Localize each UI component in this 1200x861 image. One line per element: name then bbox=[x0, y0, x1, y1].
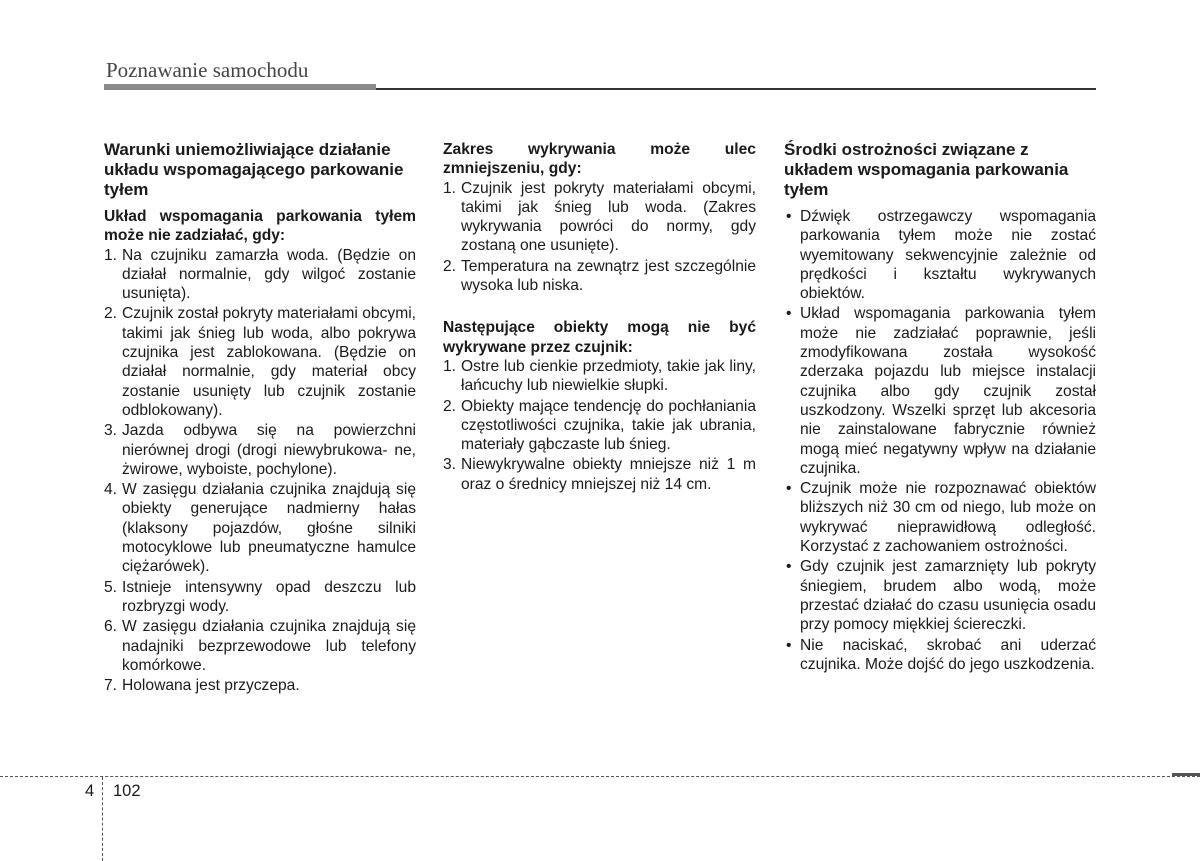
list-item bbox=[104, 421, 416, 479]
list-item-text: Holowana jest przyczepa. bbox=[122, 677, 300, 695]
list-item-text: Czujnik został pokryty materiałami obcymi, takimi jak śnieg lub woda, albo pokrywa czujnika jest zablokowana. (Będzie on działał normalnie, gdy materiał obcy zostanie usunięty lub czujnik zostanie odblokowany). bbox=[122, 305, 416, 419]
section-heading-precautions: Środki ostrożności związane z układem wspomagania parkowania tyłem bbox=[784, 140, 1069, 199]
list-item bbox=[104, 480, 416, 576]
list-item-text: W zasięgu działania czujnika znajdują się obiekty generujące nadmierny hałas (klaksony pojazdów, głośne silniki motocyklowe lub pneumatyczne hamulce ciężarówek). bbox=[122, 481, 416, 576]
section-heading-detection-range: Zakres wykrywania może ulec zmniejszeniu, gdy: bbox=[443, 141, 756, 178]
header-rule-thick bbox=[104, 84, 376, 90]
chapter-number: 4 bbox=[85, 782, 95, 800]
list-item-text: Obiekty mające tendencję do pochłaniania częstotliwości czujnika, takie jak ubrania, materiały gąbczaste lub śnieg. bbox=[461, 397, 756, 454]
list-item bbox=[443, 257, 756, 296]
undetectable-objects-list bbox=[443, 357, 756, 494]
list-item bbox=[443, 357, 756, 396]
list-item-number: 5. bbox=[104, 578, 118, 596]
list-item bbox=[104, 246, 416, 304]
bullet-item bbox=[784, 304, 1096, 478]
section-subheading: Układ wspomagania parkowania tyłem może nie zadziałać, gdy: bbox=[104, 208, 416, 245]
page-number: 102 bbox=[113, 782, 141, 800]
precautions-list bbox=[784, 207, 1096, 674]
column-middle bbox=[443, 140, 756, 495]
list-item-text: Temperatura na zewnątrz jest szczególnie wysoka lub niska. bbox=[461, 257, 756, 295]
detection-range-list bbox=[443, 179, 756, 296]
footer-dashed-rule bbox=[0, 776, 1200, 777]
bullet-item bbox=[784, 636, 1096, 675]
list-item-text: W zasięgu działania czujnika znajdują się nadajniki bezprzewodowe lub telefony komórkowe. bbox=[122, 618, 416, 674]
list-item-number: 1. bbox=[104, 246, 118, 264]
list-item bbox=[443, 179, 756, 256]
list-item bbox=[104, 617, 416, 675]
footer-dashed-divider bbox=[102, 777, 103, 861]
list-item-number: 3. bbox=[443, 456, 457, 474]
column-right bbox=[784, 140, 1096, 675]
list-item-number: 4. bbox=[104, 481, 118, 499]
page-header-title: Poznawanie samochodu bbox=[106, 58, 309, 82]
bullet-item-text: Czujnik może nie rozpoznawać obiektów bliższych niż 30 cm od niego, lub może on wykrywać nieprawidłową odległość. Korzystać z zachowaniem ostrożności. bbox=[800, 480, 1096, 556]
list-item-text: Jazda odbywa się na powierzchni nierównej drogi (drogi niewybrukowa- ne, żwirowe, wyboiste, pochylone). bbox=[122, 422, 416, 478]
list-item-number: 7. bbox=[104, 677, 118, 695]
bullet-item bbox=[784, 557, 1096, 634]
bullet-icon: • bbox=[786, 636, 792, 654]
list-item-number: 2. bbox=[443, 397, 457, 415]
conditions-list bbox=[104, 246, 416, 696]
column-left bbox=[104, 140, 416, 696]
bullet-item bbox=[784, 479, 1096, 556]
list-item-number: 1. bbox=[443, 179, 457, 197]
bullet-item-text: Nie naciskać, skrobać ani uderzać czujnika. Może dojść do jego uszkodzenia. bbox=[800, 636, 1096, 673]
list-item-text: Czujnik jest pokryty materiałami obcymi, takimi jak śnieg lub woda. (Zakres wykrywania powróci do normy, gdy zostaną one usunięte). bbox=[461, 179, 756, 255]
list-item-number: 3. bbox=[104, 422, 118, 440]
bullet-item-text: Układ wspomagania parkowania tyłem może nie zadziałać poprawnie, jeśli zmodyfikowana została wysokość zderzaka pojazdu lub miejsce instalacji czujnika albo gdy czujnik został uszkodzony. Wszelki sprzęt lub akcesoria nie zainstalowane fabrycznie również mogą mieć negatywny wpływ na działanie czujnika. bbox=[800, 305, 1096, 477]
bullet-icon: • bbox=[786, 305, 792, 323]
section-heading-undetectable-objects: Następujące obiekty mogą nie być wykrywane przez czujnik: bbox=[443, 319, 756, 356]
list-item bbox=[104, 304, 416, 420]
list-item bbox=[104, 578, 416, 617]
list-item bbox=[443, 455, 756, 494]
list-item bbox=[104, 676, 416, 695]
list-item-number: 1. bbox=[443, 357, 457, 375]
list-item-number: 2. bbox=[443, 257, 457, 275]
bullet-icon: • bbox=[786, 480, 792, 498]
section-heading-conditions: Warunki uniemożliwiające działanie układu wspomagającego parkowanie tyłem bbox=[104, 140, 404, 199]
section-spacer bbox=[443, 296, 756, 318]
list-item-text: Ostre lub cienkie przedmioty, takie jak liny, łańcuchy lub niewielkie słupki. bbox=[461, 357, 756, 395]
bullet-icon: • bbox=[786, 208, 792, 225]
list-item bbox=[443, 397, 756, 455]
list-item-number: 2. bbox=[104, 305, 118, 323]
list-item-text: Na czujniku zamarzła woda. (Będzie on działał normalnie, gdy wilgoć zostanie usunięta). bbox=[122, 246, 416, 303]
bullet-item bbox=[784, 207, 1096, 303]
list-item-text: Istnieje intensywny opad deszczu lub rozbryzgi wody. bbox=[122, 578, 416, 615]
list-item-number: 6. bbox=[104, 618, 118, 636]
bullet-icon: • bbox=[786, 558, 792, 576]
header-rule-thin bbox=[376, 88, 1096, 90]
footer-corner-mark bbox=[1172, 773, 1200, 776]
bullet-item-text: Dźwięk ostrzegawczy wspomagania parkowania tyłem może nie zostać wyemitowany sekwencyjnie zależnie od prędkości i kształtu wykrywanych obiektów. bbox=[800, 208, 1096, 303]
list-item-text: Niewykrywalne obiekty mniejsze niż 1 m oraz o średnicy mniejszej niż 14 cm. bbox=[461, 456, 756, 493]
bullet-item-text: Gdy czujnik jest zamarznięty lub pokryty śniegiem, brudem albo wodą, może przestać działać do czasu usunięcia osadu przy pomocy miękkiej ściereczki. bbox=[800, 558, 1096, 634]
